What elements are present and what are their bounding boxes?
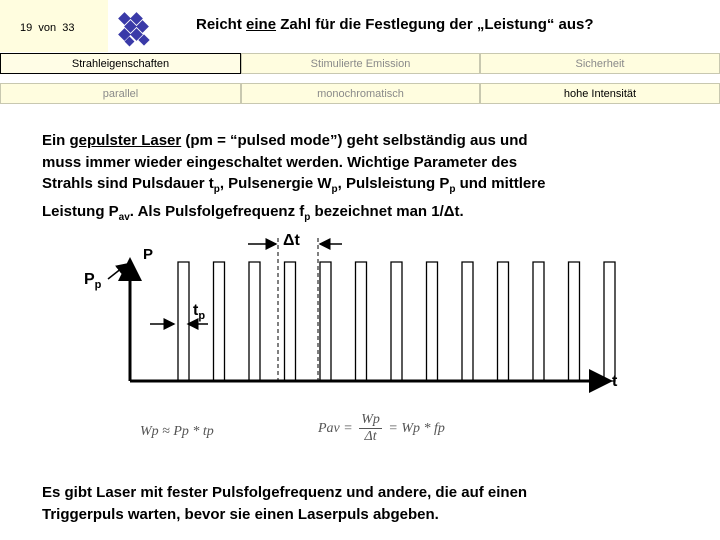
- nav-stimulierte-emission[interactable]: Stimulierte Emission: [241, 53, 480, 74]
- nav-hohe-intensitaet[interactable]: hohe Intensität: [480, 83, 720, 104]
- page-title: Reicht eine Zahl für die Festlegung der „Leistung“ aus?: [196, 16, 594, 33]
- pp-arrow: [108, 264, 127, 279]
- formula-pav: Pav = $\frac{Wp}{\Delta t}$ = Wp * fp: [318, 412, 445, 444]
- label-t: t: [612, 373, 618, 390]
- title-underlined-word: eine: [246, 16, 277, 33]
- label-dt: Δt: [283, 232, 300, 249]
- pulse-train: [135, 262, 615, 381]
- page-indicator-box: [0, 0, 108, 52]
- nav-parallel[interactable]: parallel: [0, 83, 241, 104]
- nav-row-2: [0, 83, 720, 106]
- label-p: P: [143, 246, 154, 263]
- nav-monochromatisch[interactable]: monochromatisch: [241, 83, 480, 104]
- page-number: 19: [20, 22, 33, 34]
- label-tp: $t_p$: [193, 302, 206, 323]
- footer-paragraph: Es gibt Laser mit fester Pulsfolgefrequenz und andere, die auf einen Triggerpuls warten, bevor sie einen Laserpuls abgeben.: [42, 484, 528, 523]
- formula-wp: Wp ≈ Pp * tp: [140, 424, 214, 439]
- logo-icon: [118, 12, 154, 48]
- nav-row-1: [0, 53, 720, 76]
- page-von: von: [38, 22, 57, 34]
- nav-sicherheit[interactable]: Sicherheit: [480, 53, 720, 74]
- nav-strahleigenschaften[interactable]: Strahleigenschaften: [0, 53, 241, 74]
- gepulster-laser-link[interactable]: gepulster Laser: [69, 132, 182, 149]
- page-indicator: [20, 22, 75, 34]
- page-total: 33: [62, 22, 75, 34]
- label-pp: $P_p$: [84, 271, 102, 292]
- intro-paragraph: Ein gepulster Laser (pm = “pulsed mode”) geht selbständig aus und muss immer wieder eingeschaltet werden. Wichtige Parameter des Strahls sind Pulsdauer $t_p$, Pulsenergie $W_p$, Pulsleistung $P_p$ und mittlere Leistung $P_{av}$. Als Pulsfolgefrequenz $f_p$ bezeichnet man 1/Δt.: [42, 132, 546, 223]
